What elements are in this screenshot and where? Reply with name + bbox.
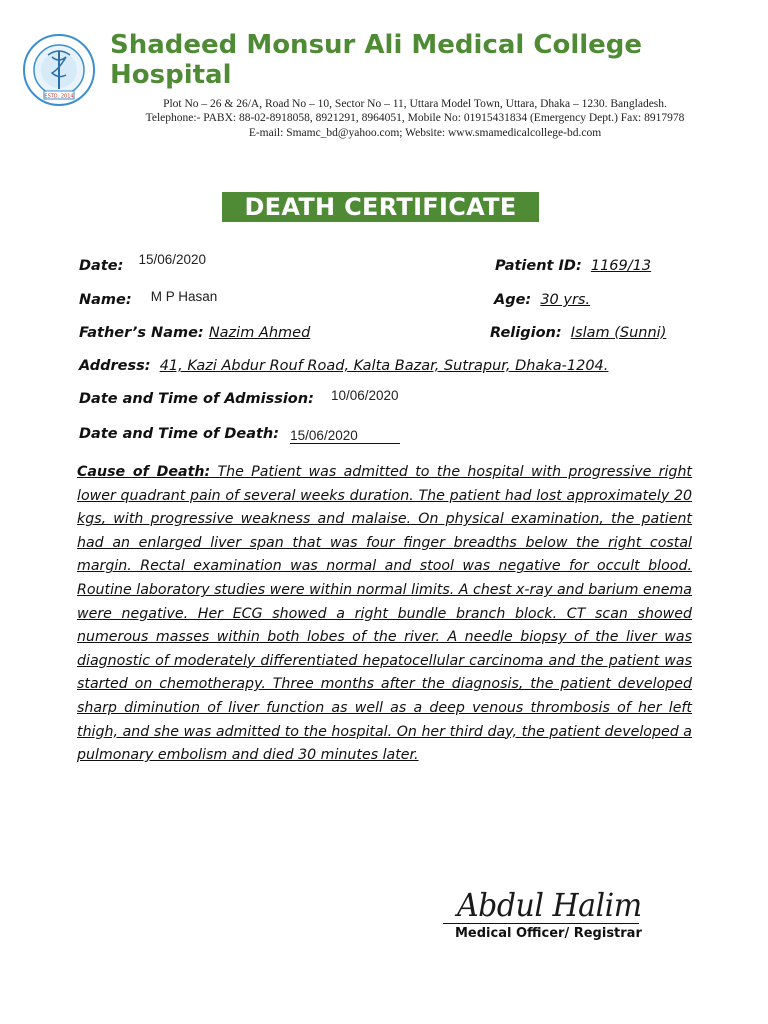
hospital-name: Shadeed Monsur Ali Medical College Hospital [110, 30, 643, 90]
father-label: Father’s Name: [79, 325, 204, 341]
signature-line [443, 923, 639, 924]
cause-label: Cause of Death: [77, 464, 211, 480]
certificate-title: DEATH CERTIFICATE [222, 192, 539, 222]
name-value: M P Hasan [150, 289, 218, 304]
father-value: Nazim Ahmed [208, 325, 311, 341]
hospital-logo [22, 33, 96, 107]
patient-id-label: Patient ID: [495, 258, 582, 274]
name-label: Name: [79, 292, 132, 308]
signature-name: Abdul Halim [457, 887, 642, 925]
logo-year: ESTD. 2014 [44, 93, 74, 100]
admission-row [79, 388, 399, 407]
address-value: 41, Kazi Abdur Rouf Road, Kalta Bazar, Sutrapur, Dhaka-1204. [159, 358, 609, 374]
death-value: 15/06/2020 [290, 428, 400, 444]
death-row [79, 423, 394, 442]
age-row [494, 289, 590, 308]
address-label: Address: [79, 358, 151, 374]
address-line-2: Telephone:- PABX: 88-02-8918058, 8921291, 8964051, Mobile No: 01915431834 (Emergency Dept.) Fax: 8917978 [145, 112, 685, 124]
date-label: Date: [79, 258, 124, 274]
signature-role: Medical Officer/ Registrar [455, 926, 642, 941]
patient-id-value: 1169/13 [590, 258, 652, 274]
father-row [79, 322, 393, 341]
age-value: 30 yrs. [540, 292, 591, 308]
date-row [79, 252, 207, 274]
patient-id-row [495, 255, 651, 274]
religion-value: Islam (Sunni) [570, 325, 667, 341]
death-label: Date and Time of Death: [79, 426, 280, 442]
admission-label: Date and Time of Admission: [79, 391, 314, 407]
cause-of-death [77, 461, 692, 768]
name-row [79, 289, 218, 308]
address-line-1: Plot No – 26 & 26/A, Road No – 10, Sector No – 11, Uttara Model Town, Uttara, Dhaka – 1230. Bangladesh. [163, 98, 667, 110]
address-row [79, 355, 608, 374]
signature [455, 876, 642, 925]
admission-value: 10/06/2020 [330, 388, 399, 403]
religion-label: Religion: [490, 325, 562, 341]
cause-text: The Patient was admitted to the hospital with progressive right lower quadrant pain of several weeks duration. The patient had lost approximately 20 kgs, with progressive weakness and malaise. On physical examination, the patient had an enlarged liver span that was four finger breadths below the right costal margin. Rectal examination was normal and stool was negative for occult blood. Routine laboratory studies were within normal limits. A chest x-ray and barium enema were negative. Her ECG showed a right bundle branch block. CT scan showed numerous masses within both lobes of the river. A needle biopsy of the liver was diagnostic of moderately differentiated hepatocellular carcinoma and the patient was started on chemotherapy. Three months after the diagnosis, the patient developed sharp diminution of liver function as well as a deep venous thrombosis of her left thigh, and she was admitted to the hospital. On her third day, the patient developed a pulmonary embolism and died 30 minutes later. [77, 464, 692, 764]
religion-row [490, 322, 666, 341]
age-label: Age: [494, 292, 532, 308]
date-value: 15/06/2020 [138, 252, 207, 267]
address-line-3: E-mail: Smamc_bd@yahoo.com; Website: www.smamedicalcollege-bd.com [248, 127, 602, 139]
